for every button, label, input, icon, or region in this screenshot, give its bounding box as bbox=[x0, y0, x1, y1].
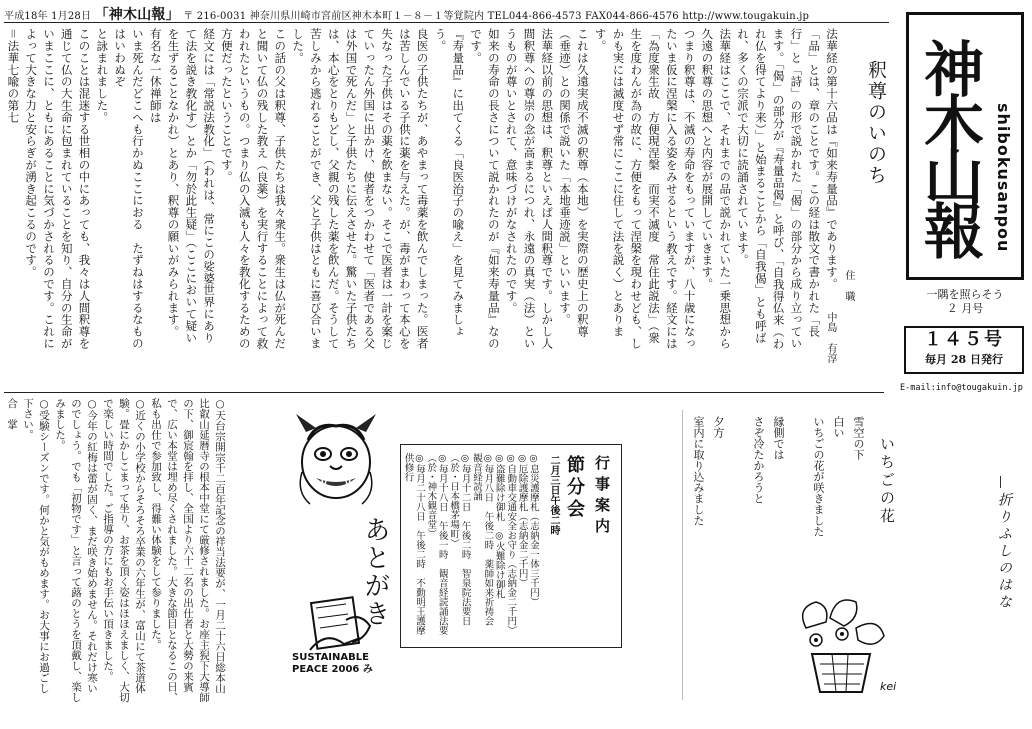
header-line bbox=[4, 4, 884, 22]
header-address: 〒 216-0031 神奈川県川崎市宮前区神木本町１－８－１等覚院内 bbox=[183, 11, 485, 22]
article-paragraph: 経文には「常説法教化」（われは、常にこの娑婆世界にありて法を説き教化す）とか「勿於此生疑」（ここにおいて疑いを生ずることなかれ）とあり、釈尊の願いがみられます。 bbox=[166, 28, 217, 344]
poem-line: 白い bbox=[832, 416, 845, 438]
events-list bbox=[403, 453, 539, 643]
poem-title: いちごの花 bbox=[878, 436, 896, 526]
poem-divider bbox=[682, 410, 683, 700]
header-rule bbox=[4, 22, 889, 23]
masthead-roman: shibokusanpou bbox=[994, 103, 1013, 253]
events-name: 節分会 bbox=[564, 455, 585, 521]
poem-line: さぞ冷たかろうと bbox=[752, 416, 765, 504]
article-sign: ＝法華七喩の第七 bbox=[6, 28, 21, 124]
article-paragraph: 「品」とは、章のことです。この経は散文で書かれた「長行」と「詩」の形で説かれた「偈」の部分から成り立っています。「偈」の部分が『寿量品偈』と呼び、「自我得仏来（われ仏を得てより来）」と始まることから「自我偈」とも呼ばれ、多くの宗派で大切に読誦されています。 bbox=[736, 28, 822, 350]
article-paragraph: つまり釈尊は、不滅の寿命をもっていますが、八十歳になったいま仮に涅槃に入る姿をみせるという教えです。経文には「為度衆生故 方便現涅槃 而実不滅度 常住此説法」（衆生を度わんが為の故に、方便をもって涅槃を現わせども、しかも実には滅度せず常にここに住して法を説く）とあります。 bbox=[593, 28, 697, 350]
header-paper-name: 「神木山報」 bbox=[94, 7, 180, 22]
issue-publish-date: 毎月 28 日発行 bbox=[925, 353, 1003, 366]
article-paragraph: いま死んだどこへも行かぬここにおる たずねはするなものはいわぬぞ bbox=[113, 28, 145, 350]
poem-line: 縁側では bbox=[772, 416, 785, 460]
article-paragraph: 良医の子供たちが、あやまって毒薬を飲んでしまった。医者は苦しんでいる子供に薬を与えた。が、毒がまわって本心を失なった子供はその薬を飲まない。そこで医者は一計を案じていったん外国に出かけ、使者をつかわせて「医者である父は外国で死んだ」と子供たちに伝えさせた。驚いた子供たちは、本心をとりもどし、父親の残した薬を飲んだ。そうして苦しみから逃れることができ、父と子供はともに喜び合いました。 bbox=[291, 28, 430, 350]
email[interactable]: E-mail:info@tougakuin.jp bbox=[900, 383, 1023, 393]
article-paragraph: 如来の寿命の長さについて説かれたのが『如来寿量品』なのです。 bbox=[469, 28, 501, 350]
poem-line bbox=[728, 416, 748, 696]
peace-signature: み bbox=[362, 664, 373, 675]
article-paragraph: このことは混迷する世相の中にあっても、我々は人間釈尊を通じて仏の大生命に包まれていることを知り、自分の生命がいまここに、ともにあることに気づかされるのです。これによって大きな力と安らぎが湧き起こるのです。 bbox=[24, 28, 92, 350]
article-paragraph: 有名な一休禅師は bbox=[148, 28, 163, 124]
artist-signature: kei bbox=[880, 680, 897, 693]
header-url[interactable]: http://www.tougakuin.jp bbox=[682, 11, 810, 22]
masthead-title: 神木山報 bbox=[914, 38, 984, 254]
poem-line: 雪空の下 bbox=[852, 416, 865, 460]
events-heading: 行事案内 bbox=[593, 455, 611, 539]
oni-mask-illustration bbox=[286, 412, 386, 510]
atogaki-paragraph: ○天台宗開宗千二百年記念の祥当法要が、一月二十六日総本山比叡山延暦寺の根本中堂にて厳修されました。お座主猊下大導師の下、御宸翰を拝し、全国より六十二名の出仕者と大勢の来賓で、広い本堂は埋め尽くされました。大きな節目となるこの日、私も出仕で参加致し、得難い体験をして参りました。 bbox=[150, 398, 226, 703]
peace-line-1: SUSTAINABLE bbox=[292, 652, 369, 663]
events-item: ◎毎月十八日 午後一時 観音経読誦法要（於・神木観音堂） bbox=[425, 453, 448, 635]
atogaki-paragraph: ○今年の紅梅は蕾が固く、まだ咲き始めません。それだけ寒いのでしょう。でも「初物です」と言って蕗のとうを頂戴し、楽しみました。 bbox=[54, 398, 98, 703]
poem-line: いちごの花が咲きました bbox=[812, 416, 825, 537]
peace-line-2-text: PEACE 2006 bbox=[292, 664, 360, 675]
events-item: ◎盗難除け御札 ◎火難除け御札 bbox=[493, 453, 505, 599]
atogaki-paragraph: ○受験シーズンです。何かと気がもめます。お大事にお過ごし下さい。 bbox=[22, 398, 50, 694]
article-paragraph: 法華経以前の思想は、釈尊といえば人間釈尊です。しかし人間釈尊への尊崇の念が高まるにつれ、永遠の真実（法）というものが尊いとされて、意味づけがなされたのです。 bbox=[504, 28, 555, 350]
events-item: ◎毎月八日 午後二時 薬師如来祈祷会 観音経読誦 bbox=[470, 453, 494, 635]
atogaki-body bbox=[2, 398, 228, 703]
article-paragraph: この話の父は釈尊、子供たちは我々衆生。衆生は仏が死んだと聞いて仏の残した教え（良薬）を実行することによって救われたというもの。つまり仏の入滅も人々を教化するための方便だったということです。 bbox=[219, 28, 288, 350]
atogaki-title: あとがき bbox=[360, 516, 390, 628]
events-item: ◎毎月十二日 午後二時 智泉院法要日（於・日本橋茅場町） bbox=[448, 453, 471, 626]
article-paragraph: 法華経の第十六品は『如来寿量品』であります。 bbox=[825, 28, 839, 290]
issue-box bbox=[904, 326, 1024, 374]
events-item: ◎息災護摩札（志納金一体三千円） bbox=[528, 453, 539, 607]
author-role: 住 職 bbox=[843, 270, 854, 301]
header-fax: FAX044-866-4576 bbox=[585, 11, 679, 22]
events-item: ◎毎月二十八日 午後二時 不動明王護摩供修行 bbox=[403, 453, 425, 635]
hand-title-rule bbox=[1000, 476, 1001, 488]
motto bbox=[910, 288, 1020, 316]
article-body bbox=[2, 28, 840, 352]
motto-text: 一隅を照らそう bbox=[926, 288, 1004, 301]
masthead bbox=[906, 12, 1024, 280]
motto-month: ２ 月号 bbox=[946, 302, 984, 315]
hand-title: 折りふしのはな bbox=[996, 492, 1012, 611]
atogaki-paragraph: ○近くの小学校からそろそろ卒業の六年生が、富山にて茶道体験。畳にかしこまって坐り、お茶を頂く姿はほほえましく、大切で楽しい時間でした。ご指導の方にもお手伝い頂きました。 bbox=[102, 398, 146, 703]
atogaki-sign: 合 掌 bbox=[6, 398, 18, 430]
issue-number: １４５号 bbox=[924, 329, 1004, 350]
article-paragraph: と詠まれました。 bbox=[95, 28, 110, 124]
header-tel: TEL044-866-4573 bbox=[487, 11, 582, 22]
peace-line-2 bbox=[292, 664, 402, 676]
author-name: 中島 有淳 bbox=[825, 312, 836, 363]
events-box bbox=[400, 444, 622, 648]
article-paragraph: これは久遠実成不滅の釈尊（本地）を実際の歴史上の釈尊（垂迹）との関係で説いた「本地垂迹説」といいます。 bbox=[558, 28, 590, 338]
events-item: ◎厄除護摩札（志納金二千円） bbox=[516, 453, 528, 588]
events-item: ◎自動車交通安全お守り（志納金二千円） bbox=[505, 453, 517, 635]
article-title: 釈尊のいのち bbox=[865, 60, 887, 186]
peace-caption bbox=[292, 652, 402, 676]
article-paragraph: 法華経はここで、それまでの品で説かれていた一乗思想から久遠の釈尊の思想へと内容が展開していきます。 bbox=[700, 28, 733, 350]
poem-line: 夕方 bbox=[712, 416, 725, 438]
article-paragraph: 『寿量品』に出てくる「良医治子の喩え」を見てみましょう。 bbox=[433, 28, 466, 338]
poem-line: 室内に取り込みました bbox=[692, 416, 705, 526]
mid-rule bbox=[4, 392, 884, 393]
header-date: 平成18年 1月28日 bbox=[4, 11, 92, 22]
events-date: 二月三日午後二時 bbox=[548, 455, 559, 535]
